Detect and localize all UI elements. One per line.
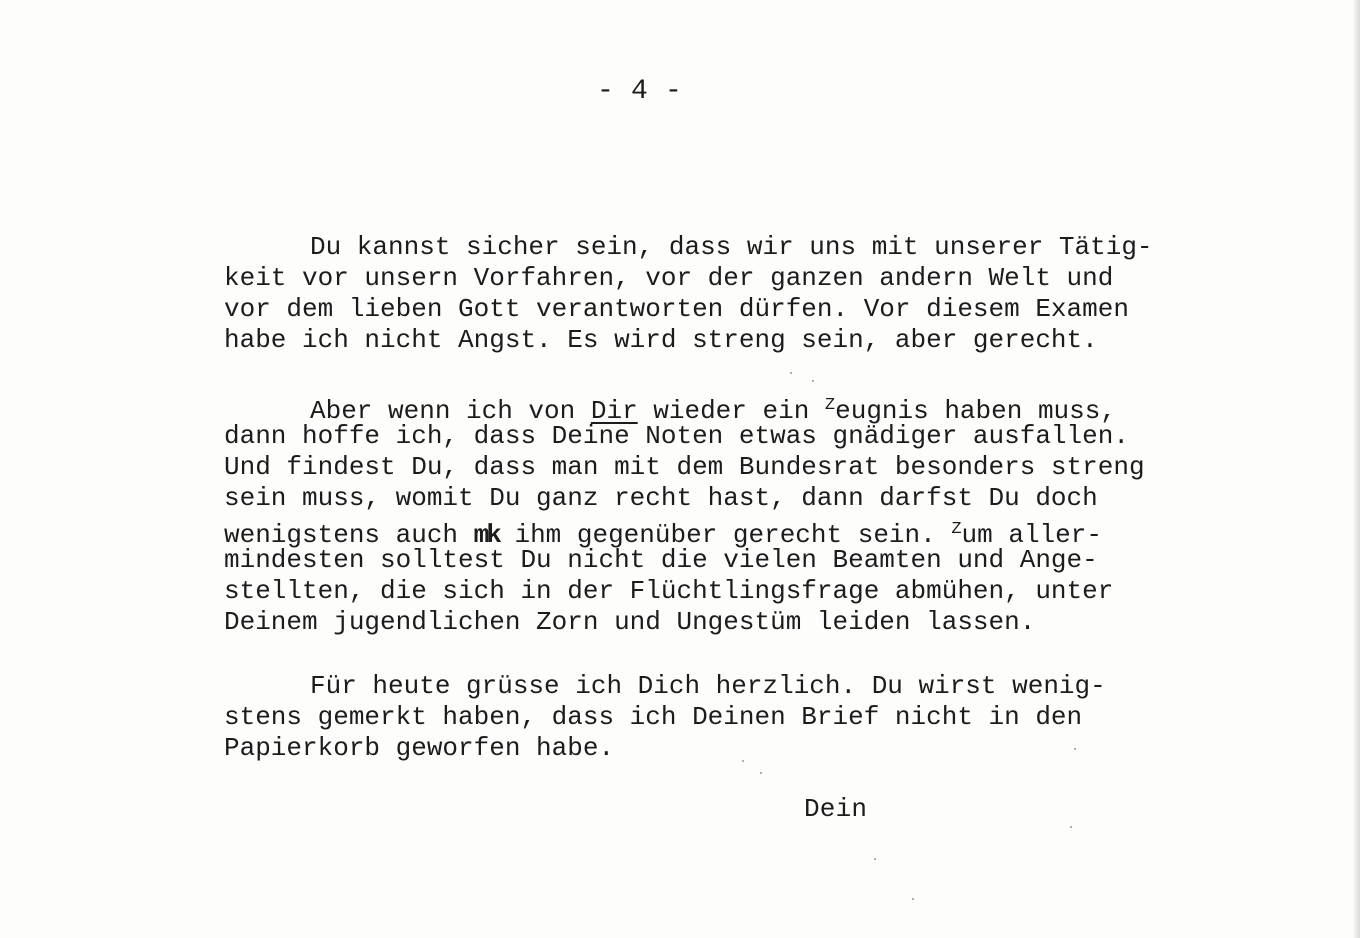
raised-capital: Z [951,520,962,539]
paragraph-3 [224,671,1244,764]
text-line: Du kannst sicher sein, dass wir uns mit unserer Tätig- [310,232,1153,262]
text-line: mindesten solltest Du nicht die vielen Beamten und Ange- [224,545,1098,575]
text-fragment: wieder ein [637,396,825,426]
scan-speck [1070,826,1072,828]
text-line: sein muss, womit Du ganz recht hast, dann darfst Du doch [224,483,1098,513]
text-fragment: wenigstens auch [224,520,474,550]
text-line: Für heute grüsse ich Dich herzlich. Du wirst wenig- [310,671,1106,701]
text-line: Papierkorb geworfen habe. [224,733,615,763]
scan-speck [742,760,744,762]
paragraph-1 [224,232,1244,356]
page-number: - 4 - [597,76,683,107]
text-line: keit vor unsern Vorfahren, vor der ganzen andern Welt und [224,263,1114,293]
text-fragment: ihm gegenüber gerecht sein. [498,520,952,550]
scan-speck [1074,748,1076,750]
text-line: stens gemerkt haben, dass ich Deinen Brief nicht in den [224,702,1083,732]
scan-speck [760,772,762,774]
text-line: dann hoffe ich, dass Deine Noten etwas gnädiger ausfallen. [224,421,1129,451]
text-fragment: um aller- [961,520,1102,550]
closing-salutation: Dein [804,794,868,824]
scan-speck [790,372,792,374]
scan-speck [874,858,876,860]
text-line: habe ich nicht Angst. Es wird streng sein, aber gerecht. [224,325,1098,355]
scan-page-edge [1354,0,1360,938]
scan-speck [812,380,814,382]
struck-out-letters: mk [473,520,499,550]
text-line: Und findest Du, dass man mit dem Bundesrat besonders streng [224,452,1145,482]
text-line: stellten, die sich in der Flüchtlingsfrage abmühen, unter [224,576,1114,606]
paragraph-2 [224,390,1244,638]
text-line: Deinem jugendlichen Zorn und Ungestüm leiden lassen. [224,607,1036,637]
raised-capital: Z [824,396,836,415]
text-fragment: eugnis haben muss, [835,396,1116,426]
text-line [224,390,1244,426]
text-line [224,514,1244,550]
scan-speck [912,898,914,900]
underlined-word: Dir [590,396,638,426]
text-line: vor dem lieben Gott verantworten dürfen. Vor diesem Examen [224,294,1129,324]
text-fragment: Aber wenn ich von [310,396,591,426]
